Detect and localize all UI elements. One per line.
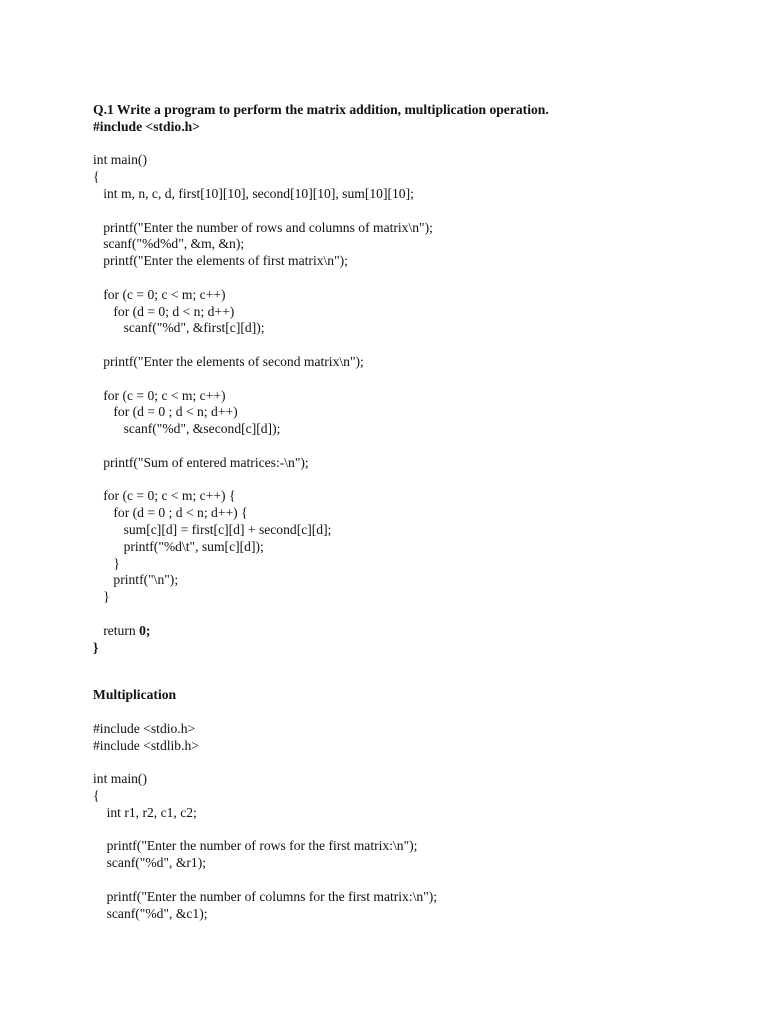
code-line: printf("\n");	[93, 572, 179, 588]
spacer	[93, 136, 733, 153]
code-line: printf("Enter the number of rows for the first matrix:\n");	[93, 838, 418, 854]
code-line: for (d = 0 ; d < n; d++) {	[93, 505, 248, 521]
addition-code-block	[93, 152, 733, 656]
code-line	[93, 203, 733, 220]
code-line	[93, 872, 733, 889]
code-line	[93, 337, 733, 354]
section-spacer	[93, 656, 733, 687]
spacer	[93, 704, 733, 721]
code-line: printf("Enter the number of rows and columns of matrix\n");	[93, 219, 433, 235]
multiplication-heading: Multiplication	[93, 687, 177, 703]
code-line: int main()	[93, 771, 147, 787]
code-line: sum[c][d] = first[c][d] + second[c][d];	[93, 521, 332, 537]
code-line: int main()	[93, 152, 147, 168]
code-line: }	[93, 555, 120, 571]
code-line	[93, 270, 733, 287]
code-line: {	[93, 169, 100, 185]
code-line: scanf("%d", &first[c][d]);	[93, 320, 265, 336]
code-line: for (d = 0; d < n; d++)	[93, 303, 235, 319]
code-line	[93, 822, 733, 839]
code-line	[93, 472, 733, 489]
code-line: for (c = 0; c < m; c++)	[93, 286, 226, 302]
code-line: printf("Enter the number of columns for the first matrix:\n");	[93, 888, 438, 904]
code-line: scanf("%d%d", &m, &n);	[93, 236, 245, 252]
code-line: scanf("%d", &r1);	[93, 855, 207, 871]
code-line	[93, 371, 733, 388]
code-line: scanf("%d", &second[c][d]);	[93, 421, 281, 437]
code-line	[93, 438, 733, 455]
closing-brace: }	[93, 639, 99, 655]
code-line: scanf("%d", &c1);	[93, 905, 208, 921]
code-line: printf("Enter the elements of first matrix\n");	[93, 253, 348, 269]
code-line: {	[93, 788, 100, 804]
return-value: 0;	[139, 622, 151, 638]
code-line	[93, 606, 733, 623]
code-line: printf("Sum of entered matrices:-\n");	[93, 454, 309, 470]
code-line: printf("Enter the elements of second matrix\n");	[93, 353, 364, 369]
code-line: int r1, r2, c1, c2;	[93, 804, 197, 820]
code-line: }	[93, 589, 110, 605]
code-line: printf("%d\t", sum[c][d]);	[93, 538, 264, 554]
question-title: Q.1 Write a program to perform the matrix addition, multiplication operation.	[93, 102, 549, 117]
document-page	[93, 102, 733, 922]
code-line: int m, n, c, d, first[10][10], second[10][10], sum[10][10];	[93, 185, 414, 201]
return-line	[93, 623, 733, 640]
multiplication-code-block	[93, 721, 733, 923]
code-line: #include <stdlib.h>	[93, 737, 199, 753]
code-line: #include <stdio.h>	[93, 720, 196, 736]
code-line	[93, 754, 733, 771]
return-keyword: return	[93, 622, 140, 638]
code-line: for (c = 0; c < m; c++)	[93, 387, 226, 403]
include-stdio-line: #include <stdio.h>	[93, 118, 200, 134]
code-line: for (d = 0 ; d < n; d++)	[93, 404, 238, 420]
code-line: for (c = 0; c < m; c++) {	[93, 488, 236, 504]
